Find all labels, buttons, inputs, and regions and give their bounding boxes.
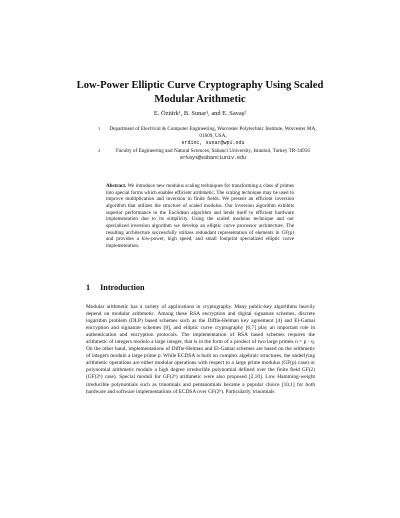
affiliation-1 <box>96 126 318 146</box>
affiliation-number: 2 <box>98 148 101 154</box>
affiliation-email[interactable]: erdinc, sunar@wpi.edu <box>181 139 245 146</box>
affiliation-number: 1 <box>98 126 101 131</box>
section-heading <box>86 283 145 292</box>
abstract <box>106 183 294 250</box>
paper-title: Low-Power Elliptic Curve Cryptography Using Scaled Modular Arithmetic <box>76 80 324 105</box>
affiliation-text: Department of Electrical & Computer Engineering, Worcester Polytechnic Institute, Worcester MA, 01609, USA, <box>109 126 317 139</box>
affiliations <box>96 126 318 164</box>
affiliation-2 <box>96 148 318 162</box>
affiliation-text: Faculty of Engineering and Natural Sciences, Sabanci University, Istanbul, Turkey TR-34956 <box>116 148 310 155</box>
section-title: Introduction <box>100 283 145 292</box>
body-paragraph: Modular arithmetic has a variety of applications in cryptography. Many public-key algorithms heavily depend on modular arithmetic. Among these RSA encryption and digital signature schemes, discrete logarithm problem (DLP) based schemes such as the Diffie-Helman key agreement [4] and El-Gamal encryption and signature schemes [8], and elliptic curve cryptography [6,7] play an important role in authentication and encryption protocols. The implementation of RSA based schemes requires the arithmetic of integers modulo a large integer, that is in the form of a product of two large primes n = p · q. On the other hand, implementations of Diffie-Helman and El-Gamal schemes are based on the arithmetic of integers modulo a large prime p. While ECDSA is built on complex algebraic structures, the underlying arithmetic operations are either modular operations with respect to a large prime modulus (GF(p) case) or polynomial arithmetic modulo a high degree irreducible polynomial defined over the finite field GF(2) (GF(2ᵏ) case). Special moduli for GF(2ᵏ) arithmetic were also proposed [2,10]. Low Hamming-weight irreducible polynomials such as trinomials and pentanomials became a popular choice [10,1] for both hardware and software implementations of ECDSA over GF(2ᵏ). Particularly, trinomials <box>86 304 315 395</box>
section-number: 1 <box>86 283 91 292</box>
author-list: E. Öztürk¹, B. Sunar¹, and E. Savaş² <box>153 110 247 117</box>
affiliation-email[interactable]: erkays@sabanciuniv.edu <box>179 155 246 162</box>
abstract-text: We introduce new modulus scaling techniques for transforming a class of primes into special forms which enables efficient arithmetic. The scaling technique may be used to improve multiplication and inversion in finite fields. We present an efficient inversion algorithm that utilizes the structure of scaled modulus. Our inversion algorithm exhibits superior performance to the Euclidean algorithm and lends itself to efficient hardware implementation due to its simplicity. Using the scaled modulus technique and our specialized inversion algorithm we develop an elliptic curve processor architecture. The resulting architecture successfully utilizes redundant representation of elements in GF(p) and provides a low-power, high speed, and small footprint specialized elliptic curve implementation. <box>106 183 294 249</box>
abstract-label: Abstract. <box>106 183 127 189</box>
